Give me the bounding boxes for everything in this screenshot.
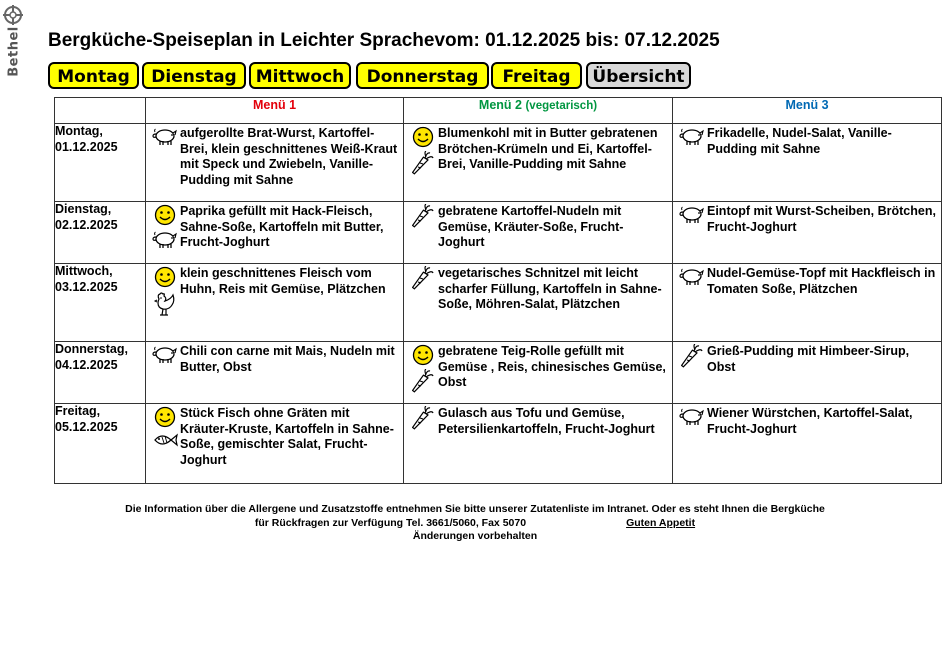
pig-icon bbox=[152, 229, 178, 252]
pig-icon bbox=[152, 126, 178, 149]
carrot-icon bbox=[412, 406, 434, 435]
carrot-icon bbox=[412, 204, 434, 233]
table-row bbox=[55, 342, 942, 404]
tab-montag[interactable]: Montag bbox=[48, 62, 139, 89]
carrot-icon bbox=[412, 266, 434, 295]
meal-icons bbox=[677, 204, 707, 235]
footer-note bbox=[60, 503, 890, 544]
day-date: 02.12.2025 bbox=[55, 217, 118, 232]
footer-line-1: Die Information über die Allergene und Zusatzstoffe entnehmen Sie bitte unserer Zutatenliste im Intranet. Oder es steht Ihnen die Bergküche bbox=[125, 503, 825, 515]
header-menu-1: Menü 1 bbox=[146, 98, 404, 124]
header-menu-3: Menü 3 bbox=[673, 98, 942, 124]
day-cell bbox=[55, 264, 146, 342]
menu-2-cell bbox=[404, 342, 673, 404]
table-row bbox=[55, 124, 942, 202]
meal-description: Blumenkohl mit in Butter gebratenen Brötchen-Krümeln und Ei, Kartoffel-Brei, Vanille-Pudding mit Sahne bbox=[438, 126, 658, 171]
tab-uebersicht[interactable]: Übersicht bbox=[586, 62, 691, 89]
day-date: 04.12.2025 bbox=[55, 357, 118, 372]
meal-icons bbox=[150, 344, 180, 375]
meal-description: Stück Fisch ohne Gräten mit Kräuter-Kruste, Kartoffeln in Sahne-Soße, gemischter Salat, Frucht-Joghurt bbox=[180, 406, 394, 467]
menu-3-cell bbox=[673, 124, 942, 202]
chicken-icon bbox=[153, 291, 177, 320]
meal-description: aufgerollte Brat-Wurst, Kartoffel-Brei, klein geschnittenes Weiß-Kraut mit Speck und Zwiebeln, Vanille-Pudding mit Sahne bbox=[180, 126, 398, 187]
meal-description: Eintopf mit Wurst-Scheiben, Brötchen, Frucht-Joghurt bbox=[707, 204, 936, 234]
meal-icons bbox=[677, 126, 707, 157]
meal-icons bbox=[677, 344, 707, 375]
pig-icon bbox=[679, 126, 705, 149]
menu-3-cell bbox=[673, 264, 942, 342]
meal-icons bbox=[150, 204, 180, 252]
meal-description: Wiener Würstchen, Kartoffel-Salat, Frucht-Joghurt bbox=[707, 406, 913, 436]
carrot-icon bbox=[412, 369, 434, 398]
footer-contact: für Rückfragen zur Verfügung Tel. 3661/5060, Fax 5070 bbox=[254, 516, 527, 529]
menu-2-cell bbox=[404, 264, 673, 342]
day-name: Donnerstag, bbox=[55, 342, 128, 356]
header-empty bbox=[55, 98, 146, 124]
header-menu-2 bbox=[404, 98, 673, 124]
meal-icons bbox=[408, 126, 438, 180]
brand-name: Bethel bbox=[6, 26, 22, 77]
meal-icons bbox=[150, 266, 180, 320]
smiley-icon bbox=[412, 126, 434, 151]
carrot-icon bbox=[412, 151, 434, 180]
table-row bbox=[55, 404, 942, 484]
meal-description: Grieß-Pudding mit Himbeer-Sirup, Obst bbox=[707, 344, 910, 374]
day-cell bbox=[55, 404, 146, 484]
day-cell bbox=[55, 342, 146, 404]
smiley-icon bbox=[154, 204, 176, 229]
smiley-icon bbox=[154, 406, 176, 431]
smiley-icon bbox=[154, 266, 176, 291]
meal-icons bbox=[408, 266, 438, 313]
meal-description: Gulasch aus Tofu und Gemüse, Petersilienkartoffeln, Frucht-Joghurt bbox=[438, 406, 655, 436]
meal-icons bbox=[677, 406, 707, 437]
meal-icons bbox=[150, 406, 180, 468]
smiley-icon bbox=[412, 344, 434, 369]
meal-description: Frikadelle, Nudel-Salat, Vanille-Pudding mit Sahne bbox=[707, 126, 892, 156]
meal-description: gebratene Kartoffel-Nudeln mit Gemüse, Kräuter-Soße, Frucht-Joghurt bbox=[438, 204, 624, 249]
meal-description: klein geschnittenes Fleisch vom Huhn, Reis mit Gemüse, Plätzchen bbox=[180, 266, 386, 296]
header-menu-2-label: Menü 2 bbox=[478, 98, 522, 112]
menu-2-cell bbox=[404, 124, 673, 202]
meal-icons bbox=[408, 344, 438, 398]
fish-icon bbox=[152, 431, 178, 452]
menu-table bbox=[54, 97, 942, 484]
footer-line-2 bbox=[60, 517, 890, 531]
meal-description: Nudel-Gemüse-Topf mit Hackfleisch in Tomaten Soße, Plätzchen bbox=[707, 266, 936, 296]
meal-description: Paprika gefüllt mit Hack-Fleisch, Sahne-Soße, Kartoffeln mit Butter, Frucht-Joghurt bbox=[180, 204, 384, 249]
table-header-row bbox=[55, 98, 942, 124]
meal-icons bbox=[408, 406, 438, 437]
day-name: Dienstag, bbox=[55, 202, 112, 216]
meal-description: Chili con carne mit Mais, Nudeln mit Butter, Obst bbox=[180, 344, 395, 374]
bethel-logo bbox=[2, 4, 24, 84]
tab-dienstag[interactable]: Dienstag bbox=[142, 62, 246, 89]
pig-icon bbox=[679, 266, 705, 289]
pig-icon bbox=[679, 406, 705, 429]
tab-mittwoch[interactable]: Mittwoch bbox=[249, 62, 351, 89]
day-date: 03.12.2025 bbox=[55, 279, 118, 294]
menu-1-cell bbox=[146, 404, 404, 484]
menu-1-cell bbox=[146, 264, 404, 342]
table-row bbox=[55, 264, 942, 342]
menu-1-cell bbox=[146, 124, 404, 202]
header-menu-2-sub: (vegetarisch) bbox=[525, 100, 598, 112]
day-cell bbox=[55, 202, 146, 264]
pig-icon bbox=[679, 204, 705, 227]
footer-line-3: Änderungen vorbehalten bbox=[412, 530, 538, 542]
day-date: 05.12.2025 bbox=[55, 419, 118, 434]
day-date: 01.12.2025 bbox=[55, 139, 118, 154]
menu-3-cell bbox=[673, 404, 942, 484]
menu-2-cell bbox=[404, 404, 673, 484]
day-cell bbox=[55, 124, 146, 202]
menu-1-cell bbox=[146, 202, 404, 264]
menu-2-cell bbox=[404, 202, 673, 264]
day-name: Mittwoch, bbox=[55, 264, 113, 278]
meal-icons bbox=[677, 266, 707, 297]
table-row bbox=[55, 202, 942, 264]
meal-icons bbox=[408, 204, 438, 251]
guten-appetit-link[interactable]: Guten Appetit bbox=[626, 516, 696, 529]
day-name: Montag, bbox=[55, 124, 103, 138]
tab-donnerstag[interactable]: Donnerstag bbox=[356, 62, 489, 89]
carrot-icon bbox=[681, 344, 703, 373]
meal-description: vegetarisches Schnitzel mit leicht scharfer Füllung, Kartoffeln in Sahne-Soße, Möhren-Salat, Plätzchen bbox=[438, 266, 662, 311]
pig-icon bbox=[152, 344, 178, 367]
tab-freitag[interactable]: Freitag bbox=[491, 62, 582, 89]
menu-3-cell bbox=[673, 202, 942, 264]
page-title: Bergküche-Speiseplan in Leichter Sprachevom: 01.12.2025 bis: 07.12.2025 bbox=[48, 30, 720, 51]
meal-description: gebratene Teig-Rolle gefüllt mit Gemüse , Reis, chinesisches Gemüse, Obst bbox=[438, 344, 666, 389]
menu-1-cell bbox=[146, 342, 404, 404]
meal-icons bbox=[150, 126, 180, 188]
menu-3-cell bbox=[673, 342, 942, 404]
day-name: Freitag, bbox=[55, 404, 101, 418]
